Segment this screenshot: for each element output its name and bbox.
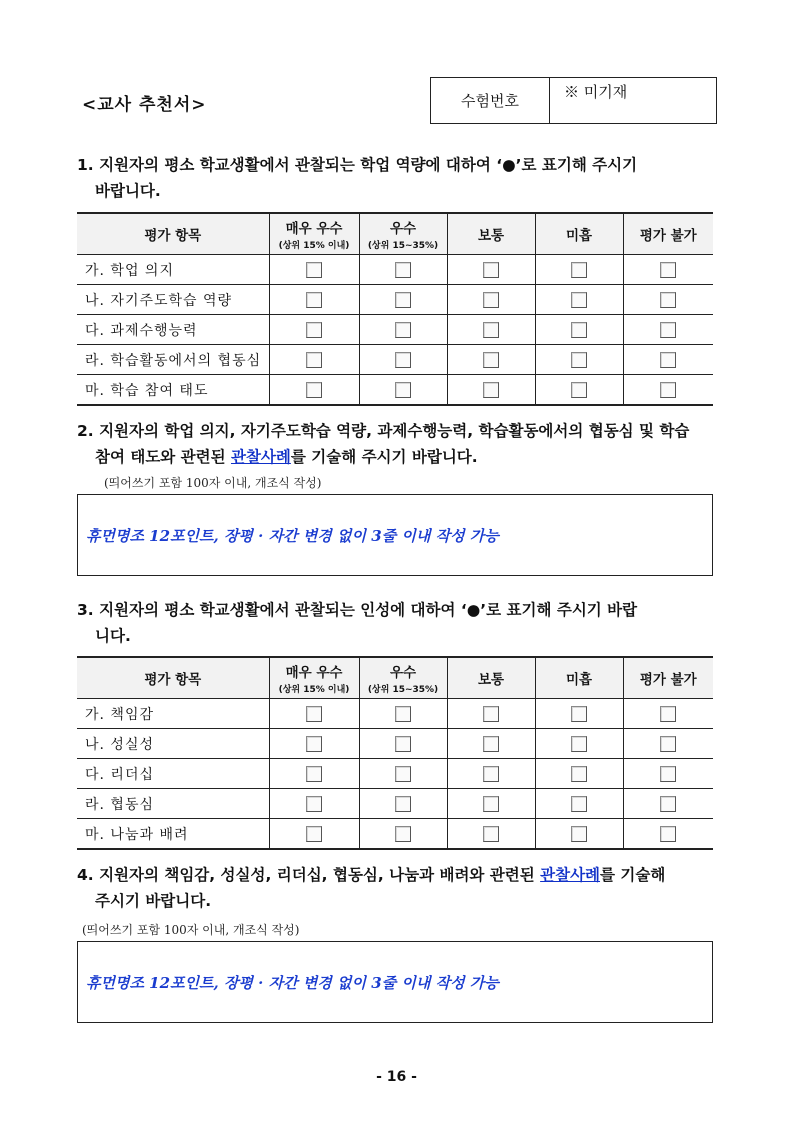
evaluation-item-label: 다. 리더십 bbox=[77, 759, 269, 789]
column-header bbox=[77, 213, 269, 255]
rating-cell bbox=[359, 759, 447, 789]
rating-cell bbox=[623, 819, 713, 850]
rating-cell bbox=[269, 285, 359, 315]
evaluation-item-label: 라. 학습활동에서의 협동심 bbox=[77, 345, 269, 375]
rating-checkbox[interactable] bbox=[571, 796, 587, 812]
rating-cell bbox=[447, 255, 535, 285]
rating-checkbox[interactable] bbox=[306, 766, 322, 782]
table-row bbox=[77, 315, 713, 345]
question-4-line1 bbox=[77, 862, 719, 888]
column-header-label: 보통 bbox=[477, 672, 505, 688]
rating-checkbox[interactable] bbox=[660, 352, 676, 368]
rating-cell bbox=[535, 315, 623, 345]
table-row bbox=[77, 285, 713, 315]
column-header-sublabel: (상위 15% 이내) bbox=[278, 685, 350, 695]
rating-cell bbox=[359, 375, 447, 406]
rating-checkbox[interactable] bbox=[571, 292, 587, 308]
column-header bbox=[623, 213, 713, 255]
evaluation-item-label: 라. 협동심 bbox=[77, 789, 269, 819]
table-header-row bbox=[77, 657, 713, 699]
rating-checkbox[interactable] bbox=[571, 826, 587, 842]
column-header-sublabel: (상위 15% 이내) bbox=[278, 241, 350, 251]
rating-checkbox[interactable] bbox=[571, 706, 587, 722]
column-header-label: 평가 불가 bbox=[639, 228, 697, 244]
exam-number-box bbox=[430, 77, 717, 124]
rating-checkbox[interactable] bbox=[483, 262, 499, 278]
rating-cell bbox=[447, 345, 535, 375]
rating-cell bbox=[535, 285, 623, 315]
rating-checkbox[interactable] bbox=[483, 706, 499, 722]
column-header-label: 우수 bbox=[389, 221, 417, 237]
document-title: <교사 추천서> bbox=[82, 95, 207, 115]
page-number: - 16 - bbox=[376, 1069, 417, 1085]
rating-checkbox[interactable] bbox=[660, 796, 676, 812]
rating-cell bbox=[359, 285, 447, 315]
table-row bbox=[77, 345, 713, 375]
rating-cell bbox=[623, 729, 713, 759]
rating-checkbox[interactable] bbox=[571, 352, 587, 368]
rating-cell bbox=[447, 759, 535, 789]
rating-checkbox[interactable] bbox=[660, 736, 676, 752]
rating-checkbox[interactable] bbox=[660, 382, 676, 398]
column-header-label: 매우 우수 bbox=[285, 665, 343, 681]
column-header-label: 평가 항목 bbox=[144, 672, 202, 688]
rating-checkbox[interactable] bbox=[395, 382, 411, 398]
rating-checkbox[interactable] bbox=[483, 826, 499, 842]
column-header bbox=[359, 657, 447, 699]
rating-cell bbox=[447, 375, 535, 406]
table-row bbox=[77, 789, 713, 819]
rating-cell bbox=[535, 729, 623, 759]
table-row bbox=[77, 729, 713, 759]
rating-cell bbox=[535, 819, 623, 850]
rating-checkbox[interactable] bbox=[660, 292, 676, 308]
rating-cell bbox=[269, 729, 359, 759]
rating-checkbox[interactable] bbox=[660, 322, 676, 338]
rating-checkbox[interactable] bbox=[571, 766, 587, 782]
rating-checkbox[interactable] bbox=[395, 322, 411, 338]
exam-number-value: ※ 미기재 bbox=[564, 83, 628, 101]
question-2-line2 bbox=[77, 444, 719, 470]
column-header-sublabel: (상위 15~35%) bbox=[367, 685, 439, 695]
question-2 bbox=[77, 418, 719, 470]
question-2-line1: 2. 지원자의 학업 의지, 자기주도학습 역량, 과제수행능력, 학습활동에서의 협동심 및 학습 bbox=[77, 422, 690, 440]
rating-checkbox[interactable] bbox=[660, 706, 676, 722]
evaluation-item-label: 가. 학업 의지 bbox=[77, 255, 269, 285]
rating-checkbox[interactable] bbox=[483, 736, 499, 752]
column-header bbox=[77, 657, 269, 699]
rating-cell bbox=[535, 759, 623, 789]
rating-checkbox[interactable] bbox=[306, 382, 322, 398]
rating-cell bbox=[269, 789, 359, 819]
column-header bbox=[269, 213, 359, 255]
rating-cell bbox=[447, 729, 535, 759]
column-header-label: 평가 항목 bbox=[144, 228, 202, 244]
rating-cell bbox=[623, 315, 713, 345]
rating-cell bbox=[623, 345, 713, 375]
rating-cell bbox=[623, 255, 713, 285]
column-header-label: 보통 bbox=[477, 228, 505, 244]
question-3-line1: 3. 지원자의 평소 학교생활에서 관찰되는 인성에 대하여 ‘●’로 표기해 주시기 바랍 bbox=[77, 601, 638, 619]
rating-cell bbox=[269, 759, 359, 789]
table-row bbox=[77, 819, 713, 850]
question-2-text-end: 를 기술해 주시기 바랍니다. bbox=[290, 448, 478, 466]
evaluation-item-label: 마. 학습 참여 태도 bbox=[77, 375, 269, 406]
rating-cell bbox=[623, 375, 713, 406]
question-2-text: 참여 태도와 관련된 bbox=[95, 448, 231, 466]
column-header-label: 미흡 bbox=[565, 228, 593, 244]
evaluation-item-label: 나. 자기주도학습 역량 bbox=[77, 285, 269, 315]
rating-cell bbox=[359, 255, 447, 285]
question-4-answer-placeholder: 휴먼명조 12포인트, 장평 · 자간 변경 없이 3줄 이내 작성 가능 bbox=[86, 974, 499, 992]
rating-cell bbox=[359, 345, 447, 375]
rating-cell bbox=[535, 345, 623, 375]
evaluation-item-label: 나. 성실성 bbox=[77, 729, 269, 759]
question-3 bbox=[77, 597, 719, 649]
rating-cell bbox=[447, 789, 535, 819]
rating-checkbox[interactable] bbox=[306, 826, 322, 842]
rating-cell bbox=[269, 345, 359, 375]
rating-checkbox[interactable] bbox=[483, 292, 499, 308]
rating-cell bbox=[535, 699, 623, 729]
rating-checkbox[interactable] bbox=[483, 322, 499, 338]
column-header-label: 우수 bbox=[389, 665, 417, 681]
question-2-note: (띄어쓰기 포함 100자 이내, 개조식 작성) bbox=[104, 476, 322, 490]
character-evaluation-table bbox=[77, 656, 713, 850]
rating-checkbox[interactable] bbox=[395, 352, 411, 368]
rating-cell bbox=[535, 375, 623, 406]
rating-cell bbox=[359, 729, 447, 759]
rating-checkbox[interactable] bbox=[660, 766, 676, 782]
rating-checkbox[interactable] bbox=[483, 352, 499, 368]
rating-checkbox[interactable] bbox=[571, 262, 587, 278]
question-3-line2: 니다. bbox=[95, 627, 131, 645]
column-header-sublabel: (상위 15~35%) bbox=[367, 241, 439, 251]
table-row bbox=[77, 255, 713, 285]
rating-checkbox[interactable] bbox=[571, 322, 587, 338]
rating-cell bbox=[623, 285, 713, 315]
table-body bbox=[77, 255, 713, 406]
rating-checkbox[interactable] bbox=[395, 262, 411, 278]
column-header-label: 평가 불가 bbox=[639, 672, 697, 688]
column-header bbox=[359, 213, 447, 255]
academic-evaluation-table bbox=[77, 212, 713, 406]
rating-checkbox[interactable] bbox=[660, 262, 676, 278]
rating-checkbox[interactable] bbox=[395, 292, 411, 308]
table-header-row bbox=[77, 213, 713, 255]
column-header bbox=[447, 657, 535, 699]
rating-cell bbox=[447, 819, 535, 850]
rating-cell bbox=[447, 315, 535, 345]
table-row bbox=[77, 375, 713, 406]
column-header bbox=[535, 213, 623, 255]
rating-checkbox[interactable] bbox=[306, 322, 322, 338]
rating-cell bbox=[359, 789, 447, 819]
rating-checkbox[interactable] bbox=[483, 766, 499, 782]
rating-checkbox[interactable] bbox=[483, 796, 499, 812]
rating-checkbox[interactable] bbox=[483, 382, 499, 398]
rating-checkbox[interactable] bbox=[660, 826, 676, 842]
question-4-text-end: 를 기술해 bbox=[600, 866, 666, 884]
rating-checkbox[interactable] bbox=[306, 706, 322, 722]
rating-cell bbox=[535, 789, 623, 819]
evaluation-item-label: 가. 책임감 bbox=[77, 699, 269, 729]
column-header bbox=[269, 657, 359, 699]
column-header bbox=[623, 657, 713, 699]
rating-cell bbox=[447, 285, 535, 315]
question-2-answer-placeholder: 휴먼명조 12포인트, 장평 · 자간 변경 없이 3줄 이내 작성 가능 bbox=[86, 527, 499, 545]
rating-cell bbox=[359, 315, 447, 345]
column-header bbox=[447, 213, 535, 255]
question-1-line2: 바랍니다. bbox=[95, 182, 161, 200]
rating-checkbox[interactable] bbox=[395, 706, 411, 722]
rating-checkbox[interactable] bbox=[571, 382, 587, 398]
rating-cell bbox=[359, 699, 447, 729]
rating-cell bbox=[535, 255, 623, 285]
rating-cell bbox=[269, 699, 359, 729]
rating-cell bbox=[269, 255, 359, 285]
observation-case-link[interactable]: 관찰사례 bbox=[540, 866, 601, 884]
question-4-line2: 주시기 바랍니다. bbox=[95, 892, 212, 910]
evaluation-item-label: 다. 과제수행능력 bbox=[77, 315, 269, 345]
table-row bbox=[77, 759, 713, 789]
rating-checkbox[interactable] bbox=[395, 736, 411, 752]
question-4 bbox=[77, 862, 719, 914]
rating-checkbox[interactable] bbox=[395, 766, 411, 782]
evaluation-item-label: 마. 나눔과 배려 bbox=[77, 819, 269, 850]
rating-cell bbox=[447, 699, 535, 729]
rating-checkbox[interactable] bbox=[306, 292, 322, 308]
question-4-note: (띄어쓰기 포함 100자 이내, 개조식 작성) bbox=[82, 923, 300, 937]
rating-checkbox[interactable] bbox=[306, 796, 322, 812]
rating-cell bbox=[269, 819, 359, 850]
rating-cell bbox=[269, 375, 359, 406]
question-1 bbox=[77, 152, 719, 204]
question-4-text: 4. 지원자의 책임감, 성실성, 리더십, 협동심, 나눔과 배려와 관련된 bbox=[77, 866, 541, 884]
rating-cell bbox=[623, 759, 713, 789]
column-header-label: 미흡 bbox=[565, 672, 593, 688]
rating-cell bbox=[269, 315, 359, 345]
question-4-answer-box[interactable] bbox=[77, 941, 713, 1023]
question-2-answer-box[interactable] bbox=[77, 494, 713, 576]
rating-checkbox[interactable] bbox=[395, 826, 411, 842]
rating-cell bbox=[623, 699, 713, 729]
exam-number-label: 수험번호 bbox=[431, 78, 550, 123]
rating-checkbox[interactable] bbox=[395, 796, 411, 812]
observation-case-link[interactable]: 관찰사례 bbox=[230, 448, 291, 466]
question-1-line1: 1. 지원자의 평소 학교생활에서 관찰되는 학업 역량에 대하여 ‘●’로 표기해 주시기 bbox=[77, 156, 638, 174]
column-header-label: 매우 우수 bbox=[285, 221, 343, 237]
rating-checkbox[interactable] bbox=[306, 736, 322, 752]
rating-checkbox[interactable] bbox=[306, 262, 322, 278]
rating-cell bbox=[623, 789, 713, 819]
rating-checkbox[interactable] bbox=[306, 352, 322, 368]
table-row bbox=[77, 699, 713, 729]
column-header bbox=[535, 657, 623, 699]
table-body bbox=[77, 699, 713, 850]
rating-checkbox[interactable] bbox=[571, 736, 587, 752]
rating-cell bbox=[359, 819, 447, 850]
